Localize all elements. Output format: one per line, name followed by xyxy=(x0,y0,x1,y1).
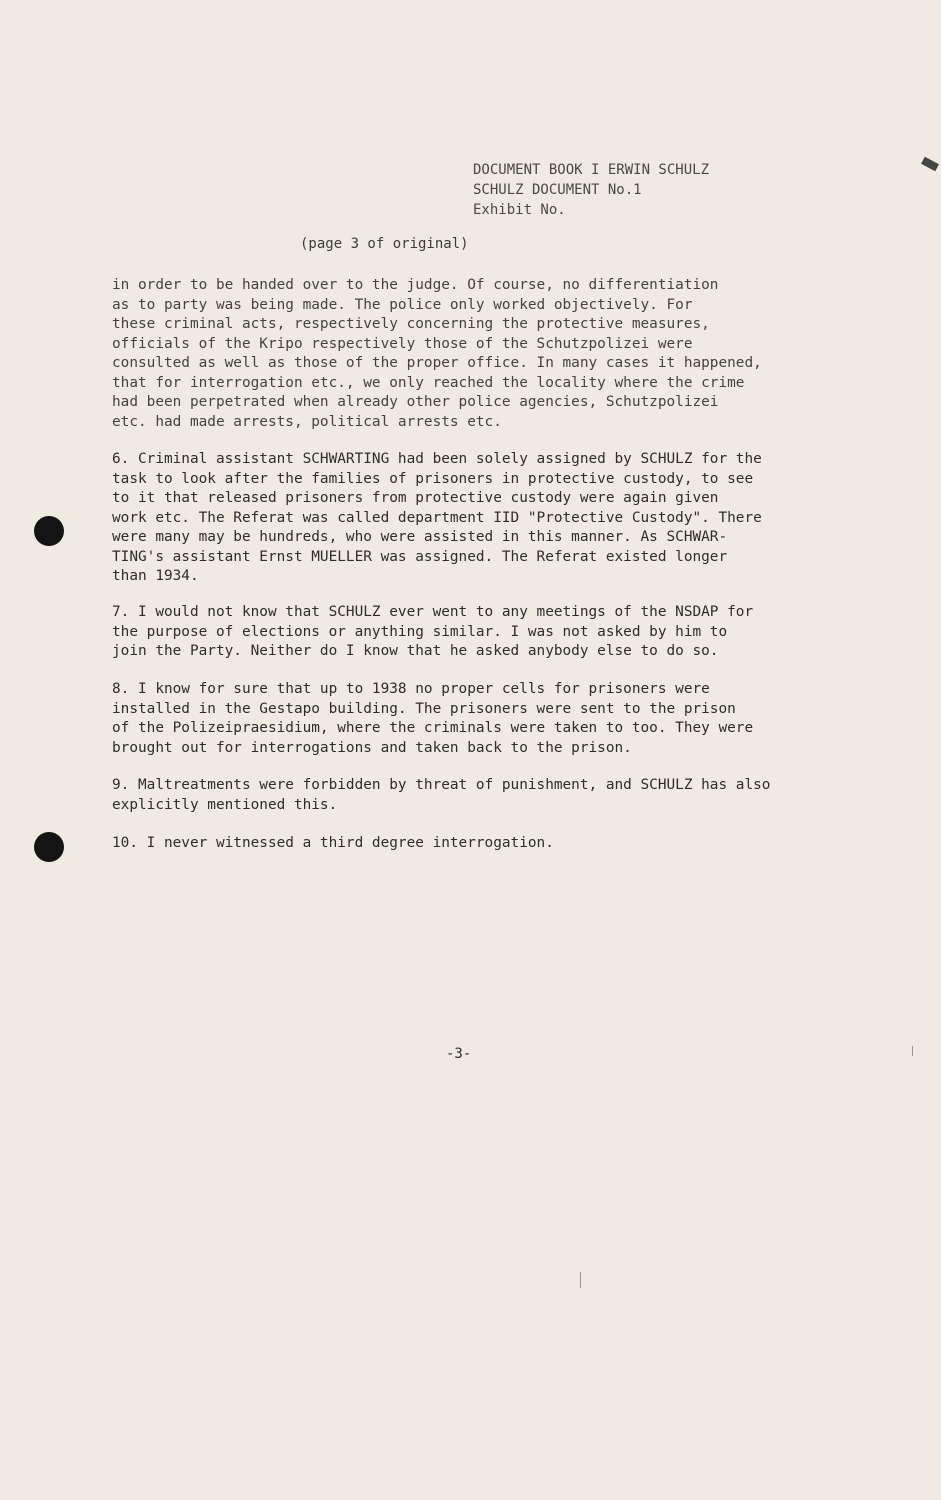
paragraph-9: 9. Maltreatments were forbidden by threat of punishment, and SCHULZ has also explicitly mentioned this. xyxy=(112,777,771,813)
original-page-reference: (page 3 of original) xyxy=(300,236,469,252)
punch-hole xyxy=(34,516,64,546)
document-header xyxy=(473,160,709,220)
paper-mark xyxy=(912,1046,913,1056)
header-line: Exhibit No. xyxy=(473,202,566,218)
staple-mark xyxy=(921,157,939,172)
paragraph-10: 10. I never witnessed a third degree interrogation. xyxy=(112,835,554,851)
paragraph-continuation: in order to be handed over to the judge. Of course, no differentiation as to party was being made. The police only worked objectively. For these criminal acts, respectively concerning the protective measures, officials of the Kripo respectively those of the Schutzpolizei were consulted as well as those of the proper office. In many cases it happened, that for interrogation etc., we only reached the locality where the crime had been perpetrated when already other police agencies, Schutzpolizei etc. had made arrests, political arrests etc. xyxy=(112,277,762,430)
paragraph-7: 7. I would not know that SCHULZ ever went to any meetings of the NSDAP for the purpose of elections or anything similar. I was not asked by him to join the Party. Neither do I know that he asked anybody else to do so. xyxy=(112,604,754,659)
punch-hole xyxy=(34,832,64,862)
header-line: SCHULZ DOCUMENT No.1 xyxy=(473,182,642,198)
page-number: -3- xyxy=(446,1046,472,1062)
paper-mark xyxy=(580,1272,581,1288)
paragraph-8: 8. I know for sure that up to 1938 no proper cells for prisoners were installed in the Gestapo building. The prisoners were sent to the prison of the Polizeipraesidium, where the criminals were taken to too. They were brought out for interrogations and taken back to the prison. xyxy=(112,681,754,756)
header-line: DOCUMENT BOOK I ERWIN SCHULZ xyxy=(473,162,710,178)
paragraph-6: 6. Criminal assistant SCHWARTING had been solely assigned by SCHULZ for the task to look after the families of prisoners in protective custody, to see to it that released prisoners from protective custody were again given work etc. The Referat was called department IID "Protective Custody". There were many may be hundreds, who were assisted in this manner. As SCHWAR- TING's assistant Ernst MUELLER was assigned. The Referat existed longer than 1934. xyxy=(112,451,762,584)
